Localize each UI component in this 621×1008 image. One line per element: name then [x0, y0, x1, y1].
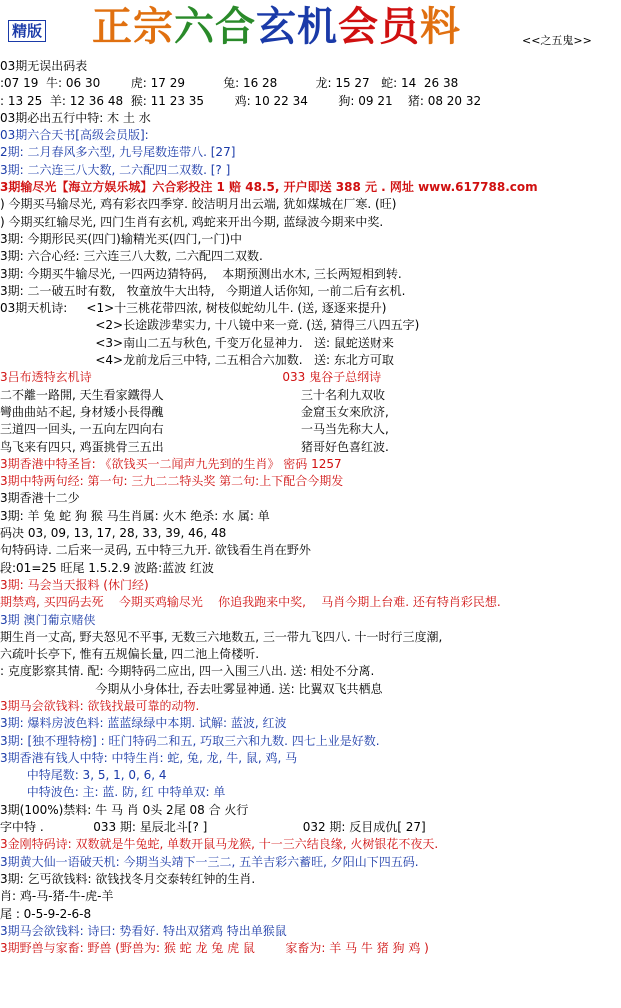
text-line: 3期: 马会当天报料 (休门经)	[0, 577, 149, 592]
title-char: 员	[379, 3, 420, 50]
text-line: 中特尾数: 3, 5, 1, 0, 6, 4	[0, 768, 167, 783]
text-line: 期禁鸡, 买四码去死 今期买鸡输尽光 你追我跑来中奖, 马肖今期上台难. 还有特肖彩民想.	[0, 595, 501, 610]
text-line: 03期必出五行中特: 木 土 水	[0, 110, 151, 125]
version-badge: 精版	[8, 20, 46, 42]
text-line: 彎曲曲站不起, 身材矮小長得醜 金窟玉女來欣济,	[0, 404, 389, 419]
text-line: 3期中特两句经: 第一句: 三九二二特头奖 第二句:上下配合今期发	[0, 474, 344, 489]
text-line: 肖: 鸡-马-猪-牛-虎-羊	[0, 889, 114, 904]
text-line: ) 今期买红输尽光, 四门生肖有玄机, 鸡蛇来开出今期, 蓝绿波今期来中奖.	[0, 214, 384, 229]
text-line: 3期: 今期买牛输尽光, 一四两边猜特码, 本期预测出水木, 三长两短相到转.	[0, 266, 402, 281]
text-line: 3期香港中特圣旨: 《欲钱买一二闻声九先到的生肖》 密码 1257	[0, 456, 342, 471]
content-body	[0, 58, 621, 957]
text-line: 3期: 二六连三八大数, 二六配四二双数. [? ]	[0, 162, 231, 177]
title-char: 料	[420, 3, 461, 50]
text-line: 二不離一路開, 天生看家鐵得人 三十名利九双收	[0, 387, 385, 402]
text-line: 码决 03, 09, 13, 17, 28, 33, 39, 46, 48	[0, 526, 227, 541]
title-char: 正	[92, 3, 133, 50]
text-line: <4>龙前龙后三中特, 二五相合六加数. 送: 东北方可取	[0, 353, 394, 368]
text-line: 03期六合天书[高级会员版]:	[0, 128, 149, 143]
title-char: 宗	[133, 3, 174, 50]
text-line: 六疏叶长亭下, 惟有五规偏长量, 四二池上倚楼听.	[0, 647, 260, 662]
title-char: 玄	[256, 3, 297, 50]
text-line: 3期马会欲钱料: 诗曰: 势看好. 特出双猪鸡 特出单猴鼠	[0, 923, 287, 938]
text-line: 3金刚特码诗: 双数就是牛兔蛇, 单数开鼠马龙猴, 十一三六结良缘, 火树银花不夜天.	[0, 837, 439, 852]
text-line: 3期黄大仙一语破天机: 今期当头靖下一三二, 五羊吉彩六蓄旺, 夕阳山下四五码.	[0, 854, 419, 869]
text-line: 尾 : 0-5-9-2-6-8	[0, 906, 92, 921]
text-line: 3期香港十二少	[0, 491, 80, 506]
text-line: 3期野兽与家畜: 野兽 (野兽为: 猴 蛇 龙 兔 虎 鼠 家畜为: 羊 马 牛 猪 狗 鸡 )	[0, 941, 429, 956]
text-line: 3期: 六合心经: 三六连三八大数, 二六配四二双数.	[0, 249, 263, 264]
text-line: 鸟飞来有四只, 鸡蛋挑骨三五出 猪哥好色喜红波.	[0, 439, 389, 454]
text-line: 3期香港有钱人中特: 中特生肖: 蛇, 兔, 龙, 牛, 鼠, 鸡, 马	[0, 750, 298, 765]
text-line: 3期(100%)禁料: 牛 马 肖 0头 2尾 08 合 火行	[0, 802, 249, 817]
text-line[interactable]: 3期输尽光【海立方娱乐城】六合彩投注 1 赔 48.5, 开户即送 388 元 . 网址 www.617788.com	[0, 180, 538, 195]
text-line: ) 今期买马输尽光, 鸡有彩衣四季穿. 皎洁明月出云端, 犹如煤城在厂寒. (旺)	[0, 197, 397, 212]
text-line: :07 19 牛: 06 30 虎: 17 29 兔: 16 28 龙: 15 27 蛇: 14 26 38	[0, 76, 459, 91]
title-char: 会	[338, 3, 379, 50]
page-title	[92, 4, 461, 50]
text-line: 3期: 今期形民买(四门)输精光买(四门,一门)中	[0, 231, 243, 246]
subtitle-tag: <<之五鬼>>	[522, 34, 592, 47]
text-line: 期生肖一丈高, 野夫怒见不平事, 无数三六地数五, 三一带九飞四八. 十一时行三度潮,	[0, 629, 443, 644]
title-char: 机	[297, 3, 338, 50]
text-line: 中特波色: 主: 蓝. 防, 红 中特单双: 单	[0, 785, 226, 800]
text-line: 2期: 二月春风多六型, 九号尾数连带八. [27]	[0, 145, 236, 160]
text-line: <3>南山二五与秋色, 千变万化显神力. 送: 鼠蛇送财来	[0, 335, 394, 350]
title-char: 六	[174, 3, 215, 50]
text-line: : 克度影察其情. 配: 今期特码二应出, 四一入围三八出. 送: 相处不分离.	[0, 664, 375, 679]
header	[0, 0, 621, 58]
text-line: 3期: 二一破五时有数, 牧童放牛大出特, 今期道人话你知, 一前二后有玄机.	[0, 283, 406, 298]
text-line: 3期: 爆料房波色料: 蓝蓝绿绿中本期. 试解: 蓝波, 红波	[0, 716, 287, 731]
text-line: 段:01=25 旺尾 1.5.2.9 波路:蓝波 红波	[0, 560, 214, 575]
text-line: 今期从小身体壮, 吞去吐雾显神通. 送: 比翼双飞共栖息	[0, 681, 383, 696]
title-char: 合	[215, 3, 256, 50]
text-line: 3期: 乞丐欲钱料: 欲钱找冬月交泰转红钟的生肖.	[0, 871, 256, 886]
text-line: 3期马会欲钱料: 欲钱找最可靠的动物.	[0, 698, 200, 713]
text-line: 字中特 . 033 期: 星辰北斗[? ] 032 期: 反目成仇[ 27]	[0, 820, 426, 835]
text-line: 3期: [独不理特榜] : 旺门特码二和五, 巧取三六和九数. 四七上业是好数.	[0, 733, 380, 748]
text-line: 03期天机诗: <1>十三桃花带四浓, 树枝似蛇幼儿牛. (送, 逐逐来提升)	[0, 301, 387, 316]
text-line: 3期: 羊 兔 蛇 狗 猴 马生肖属: 火木 绝杀: 水 属: 单	[0, 508, 270, 523]
text-line: <2>长途跋涉辈实力, 十八镜中来一竟. (送, 猜得三八四五字)	[0, 318, 420, 333]
text-line: 3吕布透特玄机诗 033 鬼谷子总纲诗	[0, 370, 382, 385]
text-line: 03期无误出码表	[0, 59, 88, 73]
text-line: 句特码诗. 二后来一灵码, 五中特三九开. 欲钱看生肖在野外	[0, 543, 311, 558]
text-line: : 13 25 羊: 12 36 48 猴: 11 23 35 鸡: 10 22 34 狗: 09 21 猪: 08 20 32	[0, 93, 482, 108]
text-line: 3期 澳门葡京赌侠	[0, 612, 96, 627]
text-line: 三道四一回头, 一五向左四向右 一马当先称大人,	[0, 422, 389, 437]
